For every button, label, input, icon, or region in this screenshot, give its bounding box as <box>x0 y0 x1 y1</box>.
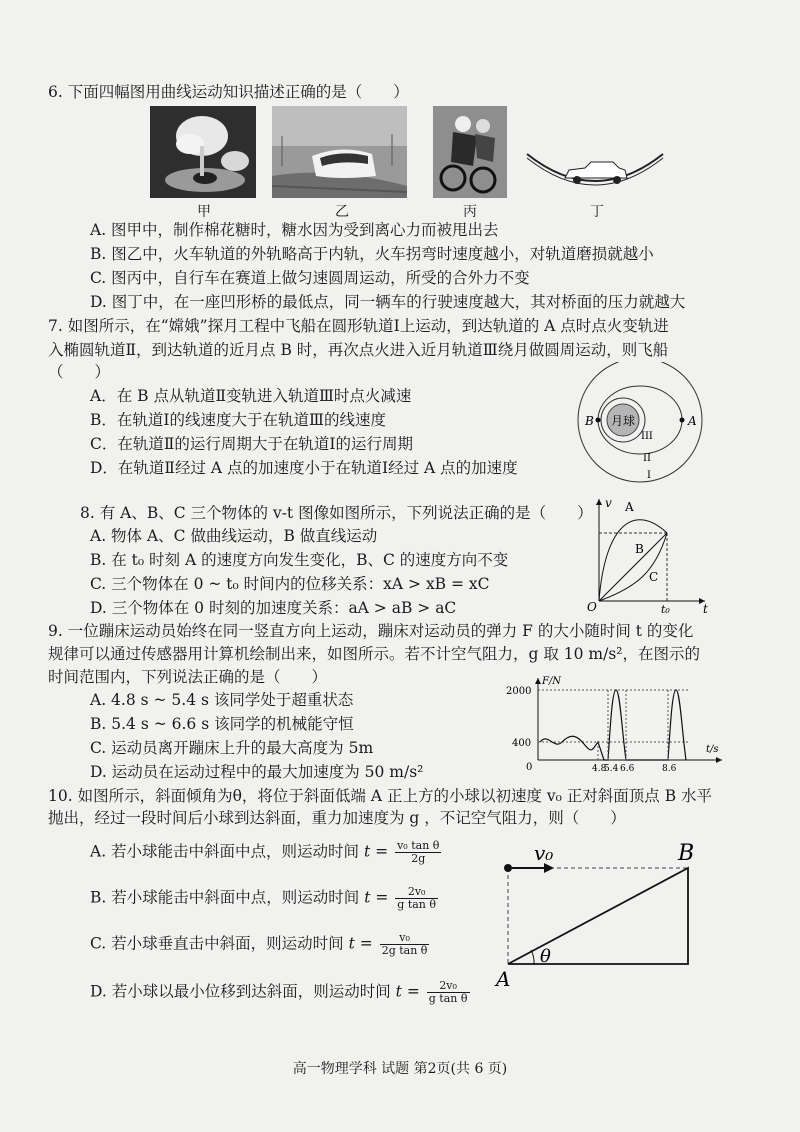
q6-stem: 6. 下面四幅图用曲线运动知识描述正确的是（ ） <box>48 83 409 101</box>
q8-stem: 8. 有 A、B、C 三个物体的 v-t 图像如图所示，下列说法正确的是（ ） <box>80 504 593 522</box>
photo-cyclists <box>433 106 507 198</box>
q6-option-a: A. 图甲中，制作棉花糖时，糖水因为受到离心力而被甩出去 <box>90 221 499 239</box>
label-b: B <box>678 841 695 866</box>
ball <box>504 864 512 872</box>
figure-incline <box>490 838 710 998</box>
q10-option-a-numerator: v₀ tan θ <box>397 839 440 852</box>
figure-vt-graph <box>585 493 715 615</box>
theta-label: θ <box>540 946 551 967</box>
caption-jia: 甲 <box>197 204 211 220</box>
label-b: B <box>635 542 644 556</box>
q10-option-b-fraction <box>395 886 438 911</box>
q9-option-d: D. 运动员在运动过程中的最大加速度为 50 m/s² <box>90 763 424 781</box>
q10-option-c-denominator: 2g tan θ <box>381 944 428 957</box>
cotton-candy-image <box>150 106 256 198</box>
q7-option-d: D．在轨道Ⅱ经过 A 点的加速度小于在轨道Ⅰ经过 A 点的加速度 <box>90 459 518 477</box>
q7-option-c: C．在轨道Ⅱ的运行周期大于在轨道Ⅰ的运行周期 <box>90 435 414 453</box>
tick-2000: 2000 <box>506 686 532 697</box>
q10-option-d-denominator: g tan θ <box>428 992 468 1005</box>
q8-option-a: A. 物体 A、C 做曲线运动，B 做直线运动 <box>90 527 378 545</box>
t-axis-arrow <box>716 757 722 763</box>
q10-option-a-fraction <box>395 840 441 865</box>
tick-8-6: 8.6 <box>662 764 677 774</box>
q10-option-c <box>90 932 431 957</box>
tick-4-8: 4.8 <box>592 764 607 774</box>
label-iii: III <box>641 431 653 442</box>
q10-option-b-denominator: g tan θ <box>397 898 437 911</box>
q9-stem-line3: 时间范围内，下列说法正确的是（ ） <box>48 668 328 686</box>
photo-train <box>272 106 407 198</box>
q7-stem-line3: （ ） <box>48 363 111 381</box>
q9-option-c: C. 运动员离开蹦床上升的最大高度为 5m <box>90 739 374 757</box>
origin: 0 <box>526 762 533 773</box>
caption-bing: 丙 <box>463 204 477 220</box>
figure-force-time-graph <box>500 672 730 782</box>
q8-option-b: B. 在 t₀ 时刻 A 的速度方向发生变化，B、C 的速度方向不变 <box>90 551 509 569</box>
q10-option-d-text: D. 若小球以最小位移到达斜面，则运动时间 <box>90 982 391 1001</box>
label-a: A <box>625 500 634 514</box>
label-b: B <box>585 414 594 428</box>
figure-concave-bridge <box>525 150 665 194</box>
caption-yi: 乙 <box>335 204 349 220</box>
t0-label: t₀ <box>661 603 670 615</box>
caption-ding: 丁 <box>590 204 604 220</box>
t-label: t <box>703 602 708 615</box>
point-a <box>680 418 685 423</box>
t-label: t/s <box>706 744 719 755</box>
label-ii: II <box>643 453 651 464</box>
figure-lunar-orbits <box>555 362 725 484</box>
q9-stem-line2: 规律可以通过传感器用计算机绘制出来，如图所示。若不计空气阻力，g 取 10 m/s²，在图示的 <box>48 645 701 663</box>
q10-option-b-numerator: 2v₀ <box>395 886 438 899</box>
q6-option-b: B. 图乙中，火车轨道的外轨略高于内轨，火车拐弯时速度越小，对轨道磨损就越小 <box>90 245 654 263</box>
q10-option-a-denominator: 2g <box>411 852 426 865</box>
q10-stem-line2: 抛出，经过一段时间后小球到达斜面，重力加速度为 g ，不记空气阻力，则（ ） <box>48 809 626 827</box>
q8-option-d: D. 三个物体在 0 时刻的加速度关系：aA > aB > aC <box>90 599 457 617</box>
q10-option-a-text: A. 若小球能击中斜面中点，则运动时间 <box>90 842 360 861</box>
q10-option-d-numerator: 2v₀ <box>427 980 470 993</box>
origin-label: O <box>587 600 597 614</box>
q10-option-c-numerator: v₀ <box>380 932 430 945</box>
label-i: I <box>647 470 651 481</box>
line-b <box>599 533 667 601</box>
train-image <box>272 106 407 198</box>
q10-option-d-fraction <box>427 980 470 1005</box>
tick-5-4: 5.4 <box>604 764 619 774</box>
q10-option-d-t: t = <box>395 982 420 1001</box>
concave-bridge-drawing <box>525 150 665 194</box>
v-axis-arrow <box>596 499 602 505</box>
q10-option-b-t: t = <box>364 888 389 907</box>
q10-option-b-text: B. 若小球能击中斜面中点，则运动时间 <box>90 888 360 907</box>
q6-option-d: D. 图丁中，在一座凹形桥的最低点，同一辆车的行驶速度越大，其对桥面的压力就越大 <box>90 293 686 311</box>
point-b <box>596 418 601 423</box>
v-label: v <box>605 496 612 510</box>
q9-stem-line1: 9. 一位蹦床运动员始终在同一竖直方向上运动，蹦床对运动员的弹力 F 的大小随时间 t 的变化 <box>48 622 694 640</box>
page-footer: 高一物理学科 试题 第2页(共 6 页) <box>292 1061 508 1077</box>
curve-a <box>599 520 667 601</box>
q10-option-c-t: t = <box>348 934 373 953</box>
photo-cotton-candy <box>150 106 256 198</box>
q9-option-a: A. 4.8 s ~ 5.4 s 该同学处于超重状态 <box>90 691 354 709</box>
q10-stem-line1: 10. 如图所示，斜面倾角为θ，将位于斜面低端 A 正上方的小球以初速度 v₀ 正对斜面顶点 B 水平 <box>48 787 713 805</box>
tick-400: 400 <box>512 738 532 749</box>
q9-option-b: B. 5.4 s ~ 6.6 s 该同学的机械能守恒 <box>90 715 354 733</box>
tick-6-6: 6.6 <box>620 764 635 774</box>
label-a: A <box>688 414 697 428</box>
q10-option-c-text: C. 若小球垂直击中斜面，则运动时间 <box>90 934 344 953</box>
label-c: C <box>649 570 659 584</box>
q7-option-a: A．在 B 点从轨道Ⅱ变轨进入轨道Ⅲ时点火减速 <box>90 387 412 405</box>
q7-stem-line2: 入椭圆轨道Ⅱ，到达轨道的近月点 B 时，再次点火进入近月轨道Ⅲ绕月做圆周运动，则飞船 <box>48 341 669 359</box>
q8-option-c: C. 三个物体在 0 ~ t₀ 时间内的位移关系：xA > xB = xC <box>90 575 490 593</box>
q10-option-b <box>90 886 440 911</box>
q7-stem-line1: 7. 如图所示，在“嫦娥”探月工程中飞船在圆形轨道Ⅰ上运动，到达轨道的 A 点时点火变轨进 <box>48 317 669 335</box>
incline-triangle <box>508 868 688 964</box>
q7-option-b: B．在轨道Ⅰ的线速度大于在轨道Ⅲ的线速度 <box>90 411 386 429</box>
q10-option-c-fraction <box>380 932 430 957</box>
f-label: F/N <box>542 676 562 687</box>
q10-option-d <box>90 980 472 1005</box>
moon-label: 月球 <box>610 414 636 428</box>
cyclists-image <box>433 106 507 198</box>
force-curve <box>540 690 686 760</box>
q10-option-a-t: t = <box>364 842 389 861</box>
v0-label: v₀ <box>534 841 554 865</box>
q10-option-a <box>90 840 443 865</box>
q6-option-c: C. 图丙中，自行车在赛道上做匀速圆周运动，所受的合外力不变 <box>90 269 530 287</box>
label-a: A <box>496 967 511 991</box>
f-axis-arrow <box>535 678 541 684</box>
